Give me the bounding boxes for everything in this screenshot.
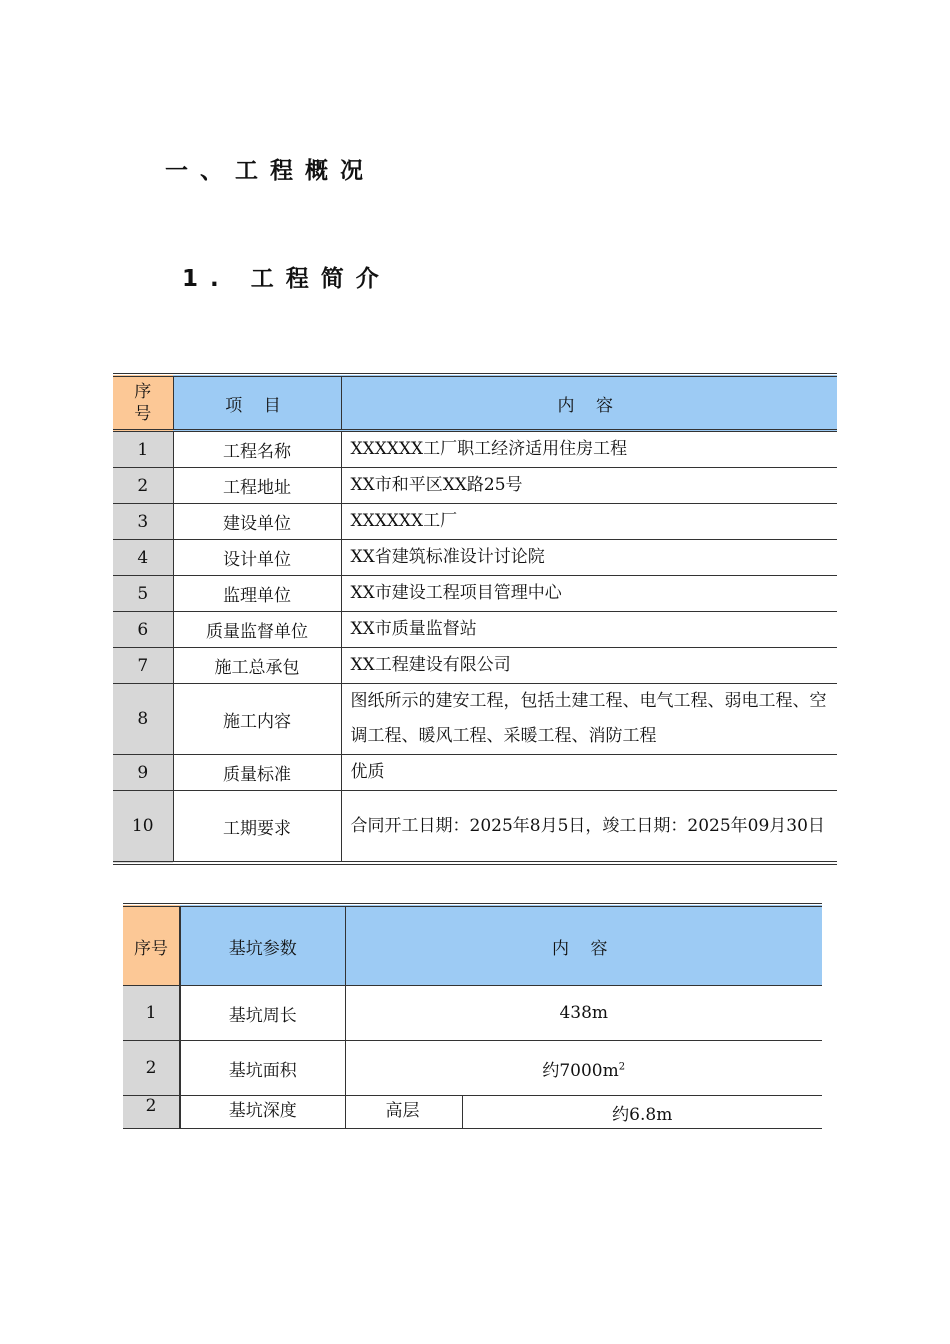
subsection-heading: 1. 工程简介 [182,266,391,292]
row-param: 基坑深度 [180,1096,345,1129]
header-item: 项 目 [173,375,341,431]
table-row [113,684,837,755]
row-value: 438m [345,986,822,1041]
row-item: 施工内容 [173,684,341,755]
row-number: 2 [113,468,173,504]
table-row [113,431,837,468]
row-content: 图纸所示的建安工程，包括土建工程、电气工程、弱电工程、空调工程、暖风工程、采暖工程、消防工程 [341,684,837,755]
row-param: 基坑面积 [180,1041,345,1096]
row-subcategory: 高层 [345,1096,462,1129]
header-seq: 序号 [123,905,180,986]
table-row [113,755,837,791]
row-number: 2 [123,1096,180,1129]
row-content: XX市质量监督站 [341,612,837,648]
table-row [123,986,822,1041]
row-item: 质量标准 [173,755,341,791]
header-content: 内 容 [341,375,837,431]
row-item: 施工总承包 [173,648,341,684]
row-content: XXXXXX工厂职工经济适用住房工程 [341,431,837,468]
row-number: 5 [113,576,173,612]
project-overview-table [113,373,837,865]
row-number: 9 [113,755,173,791]
table-header-row [123,905,822,986]
table-row [113,540,837,576]
row-item: 工期要求 [173,791,341,864]
table-row [113,791,837,864]
row-item: 监理单位 [173,576,341,612]
row-number: 4 [113,540,173,576]
table-row [113,648,837,684]
row-number: 3 [113,504,173,540]
row-item: 工程名称 [173,431,341,468]
row-number: 2 [123,1041,180,1096]
row-content: XXXXXX工厂 [341,504,837,540]
table-header-row [113,375,837,431]
row-item: 工程地址 [173,468,341,504]
table-row [113,612,837,648]
header-param: 基坑参数 [180,905,345,986]
table-row [113,576,837,612]
unit-superscript: 2 [618,1060,626,1072]
row-number: 6 [113,612,173,648]
table-row [123,1041,822,1096]
row-item: 建设单位 [173,504,341,540]
row-number: 8 [113,684,173,755]
row-param: 基坑周长 [180,986,345,1041]
table-row [113,504,837,540]
row-content: 优质 [341,755,837,791]
row-content: XX市建设工程项目管理中心 [341,576,837,612]
section-heading: 一、工程概况 [165,158,375,184]
row-number: 1 [123,986,180,1041]
row-value: 约6.8m [462,1096,822,1129]
table-row [123,1096,822,1129]
header-seq: 序号 [113,375,173,431]
table-row [113,468,837,504]
row-number: 1 [113,431,173,468]
row-number: 7 [113,648,173,684]
row-number: 10 [113,791,173,864]
row-value: 约$7000m^2$ [345,1041,822,1096]
row-item: 质量监督单位 [173,612,341,648]
row-content: XX省建筑标准设计讨论院 [341,540,837,576]
header-content: 内 容 [345,905,822,986]
row-content: 合同开工日期：2025年8月5日，竣工日期：2025年09月30日 [341,791,837,864]
foundation-pit-table [123,903,822,1129]
row-content: XX工程建设有限公司 [341,648,837,684]
row-item: 设计单位 [173,540,341,576]
row-content: XX市和平区XX路25号 [341,468,837,504]
